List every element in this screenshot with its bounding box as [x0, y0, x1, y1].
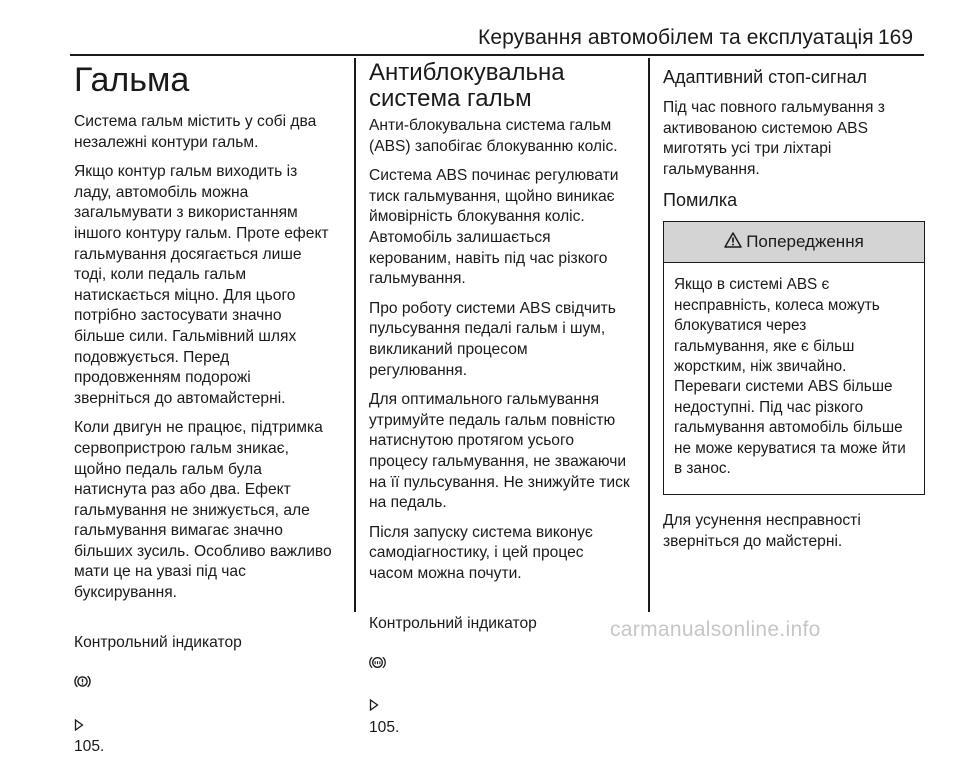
warning-triangle-icon	[724, 232, 742, 253]
section-heading-abs: Антиблокувальна система гальм	[369, 59, 565, 112]
reference-text: Контрольний індикатор	[369, 615, 537, 633]
section-heading-adaptive-brake-light: Адаптивний стоп-сигнал	[663, 67, 868, 87]
indicator-reference	[369, 593, 635, 738]
watermark: carmanualsonline.info	[610, 618, 821, 641]
page-reference-icon[interactable]	[74, 696, 84, 737]
paragraph: Під час повного гальмування з активованою системою ABS миготять усі три ліхтарі гальмування.	[663, 99, 885, 178]
warning-body	[664, 263, 924, 494]
subheading-fault: Помилка	[663, 190, 738, 211]
abs-indicator-icon	[369, 635, 386, 677]
page-number: 169	[878, 26, 914, 49]
header-divider	[70, 54, 924, 56]
column-brakes	[74, 60, 346, 767]
page-reference-icon[interactable]	[369, 677, 379, 718]
header-title: Керування автомобілем та експлуатація	[478, 26, 874, 49]
paragraph: Після запуску система виконує самодіагностику, і цей процес часом можна почути.	[369, 523, 593, 582]
paragraph: Система гальм містить у собі два незалежні контури гальм.	[74, 113, 317, 151]
indicator-reference	[74, 613, 346, 758]
paragraph: Для оптимального гальмування утримуйте педаль гальм повністю натиснутою протягом усього процесу гальмування, не зважаючи на її пульсування. Не знижуйте тиск на педаль.	[369, 391, 630, 512]
paragraph: Якщо контур гальм виходить із ладу, автомобіль можна загальмувати з використанням іншого контуру гальм. Проте ефект гальмування досягається лише тоді, коли педаль гальм натискається міцно. Для цього потрібно застосувати значно більше сили. Гальмівний шлях подовжується. Перед продовженням подорожі зверніться до автомайстерні.	[74, 163, 329, 407]
warning-header	[664, 222, 924, 263]
page-header	[0, 0, 960, 56]
warning-box	[663, 221, 925, 495]
reference-page[interactable]: 105.	[74, 738, 105, 756]
paragraph: Про роботу системи ABS свідчить пульсування педалі гальм і шум, викликаний процесом регулювання.	[369, 299, 616, 379]
paragraph: Анти-блокувальна система гальм (ABS) запобігає блокуванню коліс.	[369, 117, 618, 155]
column-divider-left	[354, 58, 356, 612]
paragraph: Для усунення несправності зверніться до майстерні.	[663, 512, 861, 551]
paragraph: Система ABS починає регулювати тиск гальмування, щойно виникає ймовірність блокування коліс. Автомобіль залишається керованим, навіть під час різкого гальмування.	[369, 167, 619, 288]
column-divider-right	[648, 58, 650, 612]
reference-page[interactable]: 105.	[369, 719, 400, 737]
column-adaptive-brake-light	[663, 60, 925, 562]
reference-text: Контрольний індикатор	[74, 634, 242, 652]
warning-text: Якщо в системі ABS є несправність, колеса можуть блокуватися через гальмування, яке є більш жорстким, ніж звичайно. Переваги системи ABS більше недоступні. Під час різкого гальмування автомобіль більше не може керуватися та може йти в занос.	[674, 276, 906, 478]
warning-title: Попередження	[746, 232, 864, 252]
brake-warning-icon	[74, 654, 91, 696]
section-heading-brakes: Гальма	[74, 61, 190, 99]
column-abs	[369, 60, 635, 748]
paragraph: Коли двигун не працює, підтримка сервопристрою гальм зникає, щойно педаль гальм була натиснута раз або два. Ефект гальмування не знижується, але гальмування вимагає значно більших зусиль. Особливо важливо мати це на увазі під час буксирування.	[74, 419, 332, 602]
